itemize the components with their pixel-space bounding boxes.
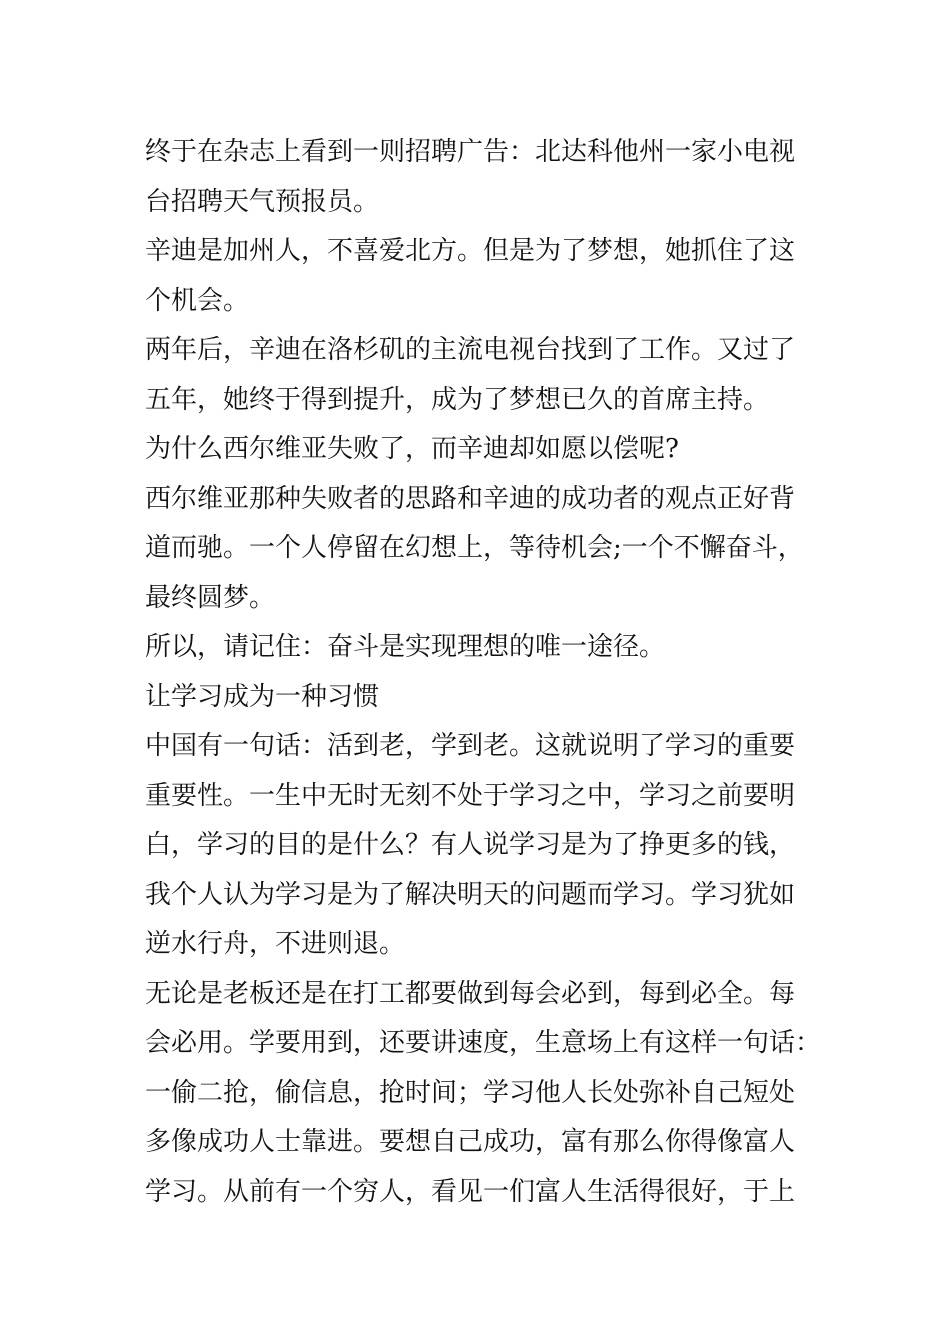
text-line: 我个人认为学习是为了解决明天的问题而学习。学习犹如 (145, 879, 796, 910)
text-line: 终于在杂志上看到一则招聘广告：北达科他州一家小电视 (145, 137, 796, 167)
text-line: 五年，她终于得到提升，成为了梦想已久的首席主持。 (145, 384, 770, 415)
text-line: 逆水行舟，不进则退。 (145, 929, 406, 959)
text-line: 个机会。 (145, 285, 250, 316)
text-line: 中国有一句话：活到老，学到老。这就说明了学习的重要 (145, 731, 796, 761)
text-line: 所以，请记住：奋斗是实现理想的唯一途径。 (145, 632, 666, 662)
text-line: 西尔维亚那种失败者的思路和辛迪的成功者的观点正好背 (145, 483, 796, 514)
body-text (145, 128, 822, 1217)
text-line: 最终圆梦。 (145, 582, 276, 613)
text-line: 学习。从前有一个穷人，看见一们富人生活得很好，于上 (145, 1176, 796, 1207)
text-line: 台招聘天气预报员。 (145, 186, 380, 217)
text-line: 道而驰。一个人停留在幻想上，等待机会;一个不懈奋斗， (145, 533, 804, 563)
text-line: 白，学习的目的是什么？有人说学习是为了挣更多的钱， (145, 830, 796, 860)
text-line: 重要性。一生中无时无刻不处于学习之中，学习之前要明 (145, 780, 796, 811)
text-line: 一偷二抢，偷信息，抢时间；学习他人长处弥补自己短处 (145, 1077, 796, 1108)
text-line: 多像成功人士靠进。要想自己成功，富有那么你得像富人 (145, 1127, 796, 1157)
section-heading: 让学习成为一种习惯 (145, 681, 380, 712)
text-line: 无论是老板还是在打工都要做到每会必到，每到必全。每 (145, 978, 796, 1009)
text-line: 两年后，辛迪在洛杉矶的主流电视台找到了工作。又过了 (145, 335, 796, 365)
text-line: 辛迪是加州人，不喜爱北方。但是为了梦想，她抓住了这 (145, 236, 796, 266)
text-line: 为什么西尔维亚失败了，而辛迪却如愿以偿呢? (145, 434, 679, 464)
text-line: 会必用。学要用到，还要讲速度，生意场上有这样一句话： (145, 1028, 822, 1058)
